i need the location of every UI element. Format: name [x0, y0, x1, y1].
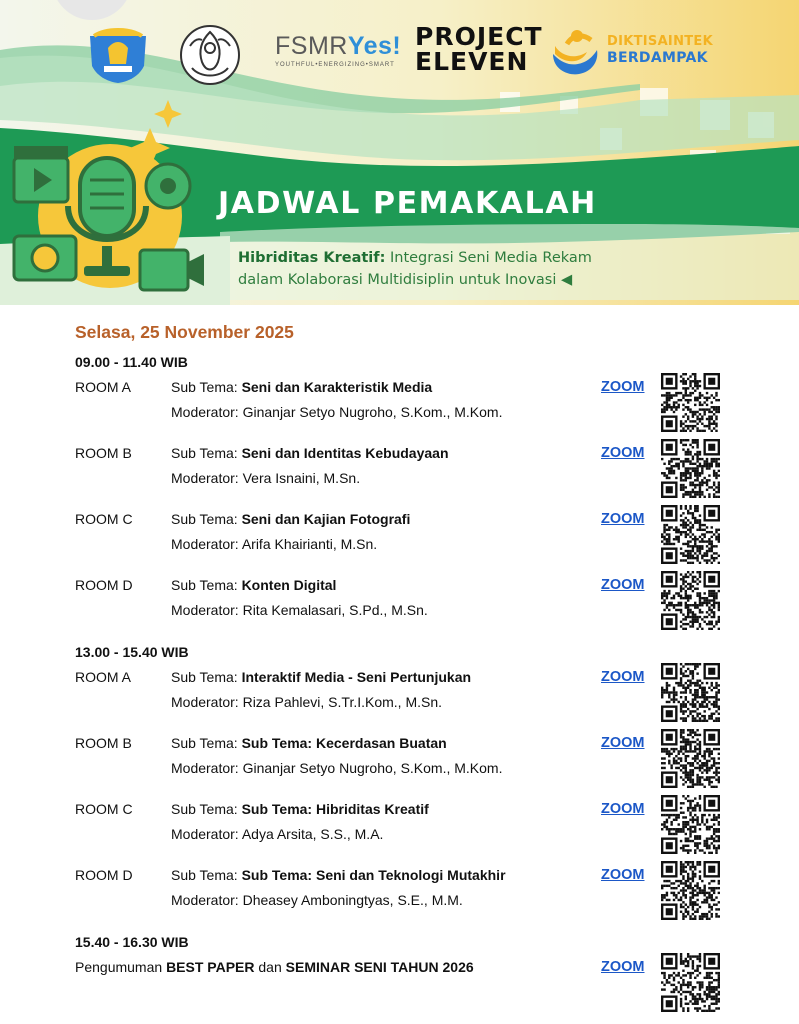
zoom-link[interactable]: ZOOM	[601, 379, 645, 395]
moderator: Moderator: Ginanjar Setyo Nugroho, S.Kom., M.Kom.	[171, 404, 503, 420]
header-banner	[0, 0, 799, 305]
qr-code[interactable]	[661, 795, 720, 854]
zoom-link[interactable]: ZOOM	[601, 801, 645, 817]
zoom-link[interactable]: ZOOM	[601, 445, 645, 461]
timeslot-heading: 09.00 - 11.40 WIB	[75, 354, 188, 370]
zoom-link[interactable]: ZOOM	[601, 577, 645, 593]
schedule-row	[0, 801, 799, 867]
sub-theme: Sub Tema: Konten Digital	[171, 577, 337, 593]
isi-seal-logo	[178, 22, 242, 88]
zoom-link[interactable]: ZOOM	[601, 867, 645, 883]
sub-theme: Sub Tema: Sub Tema: Seni dan Teknologi Mutakhir	[171, 867, 506, 883]
moderator: Moderator: Rita Kemalasari, S.Pd., M.Sn.	[171, 602, 428, 618]
room-label: ROOM D	[75, 867, 133, 883]
schedule-row	[0, 445, 799, 511]
room-label: ROOM A	[75, 379, 132, 395]
zoom-link[interactable]: ZOOM	[601, 735, 645, 751]
sub-theme: Sub Tema: Seni dan Identitas Kebudayaan	[171, 445, 449, 461]
announcement-row	[0, 959, 799, 1024]
qr-code[interactable]	[661, 729, 720, 788]
schedule-row	[0, 577, 799, 643]
moderator: Moderator: Dheasey Amboningtyas, S.E., M.M.	[171, 892, 463, 908]
timeslot-heading: 15.40 - 16.30 WIB	[75, 934, 189, 950]
moderator: Moderator: Vera Isnaini, M.Sn.	[171, 470, 361, 486]
room-label: ROOM B	[75, 445, 132, 461]
schedule-row	[0, 735, 799, 801]
schedule-row	[0, 867, 799, 933]
qr-code[interactable]	[661, 373, 720, 432]
room-label: ROOM C	[75, 801, 133, 817]
room-label: ROOM C	[75, 511, 133, 527]
room-label: ROOM A	[75, 669, 132, 685]
tut-wuri-handayani-logo	[86, 26, 150, 84]
logo-strip	[0, 18, 799, 88]
page-title: JADWAL PEMAKALAH	[218, 186, 597, 221]
sub-theme: Sub Tema: Sub Tema: Hibriditas Kreatif	[171, 801, 429, 817]
room-label: ROOM D	[75, 577, 133, 593]
qr-code[interactable]	[661, 571, 720, 630]
zoom-link[interactable]: ZOOM	[601, 669, 645, 685]
page-subtitle: Hibriditas Kreatif: Integrasi Seni Media Rekam dalam Kolaborasi Multidisiplin untuk Inovasi ◀	[238, 250, 592, 288]
moderator: Moderator: Adya Arsita, S.S., M.A.	[171, 826, 384, 842]
announcement-text: Pengumuman BEST PAPER dan SEMINAR SENI TAHUN 2026	[75, 959, 474, 975]
schedule-row	[0, 669, 799, 735]
sub-theme: Sub Tema: Seni dan Kajian Fotografi	[171, 511, 411, 527]
sub-theme: Sub Tema: Interaktif Media - Seni Pertunjukan	[171, 669, 472, 685]
qr-code[interactable]	[661, 953, 720, 1012]
sub-theme: Sub Tema: Sub Tema: Kecerdasan Buatan	[171, 735, 447, 751]
timeslot-heading: 13.00 - 15.40 WIB	[75, 644, 189, 660]
diktisaintek-logo: DIKTISAINTEK BERDAMPAK	[547, 24, 717, 80]
qr-code[interactable]	[661, 861, 720, 920]
moderator: Moderator: Riza Pahlevi, S.Tr.I.Kom., M.Sn.	[171, 694, 443, 710]
moderator: Moderator: Ginanjar Setyo Nugroho, S.Kom., M.Kom.	[171, 760, 503, 776]
zoom-link[interactable]: ZOOM	[601, 959, 645, 975]
sub-theme: Sub Tema: Seni dan Karakteristik Media	[171, 379, 433, 395]
qr-code[interactable]	[661, 439, 720, 498]
room-label: ROOM B	[75, 735, 132, 751]
diktisaintek-icon	[547, 24, 603, 80]
schedule-row	[0, 379, 799, 445]
qr-code[interactable]	[661, 663, 720, 722]
schedule-date: Selasa, 25 November 2025	[75, 322, 294, 342]
schedule-row	[0, 511, 799, 577]
zoom-link[interactable]: ZOOM	[601, 511, 645, 527]
moderator: Moderator: Arifa Khairianti, M.Sn.	[171, 536, 378, 552]
qr-code[interactable]	[661, 505, 720, 564]
fsmr-yes-logo: FSMRYes! YOUTHFUL•ENERGIZING•SMART	[275, 32, 402, 68]
project-eleven-logo: PROJECT ELEVEN	[415, 22, 543, 76]
